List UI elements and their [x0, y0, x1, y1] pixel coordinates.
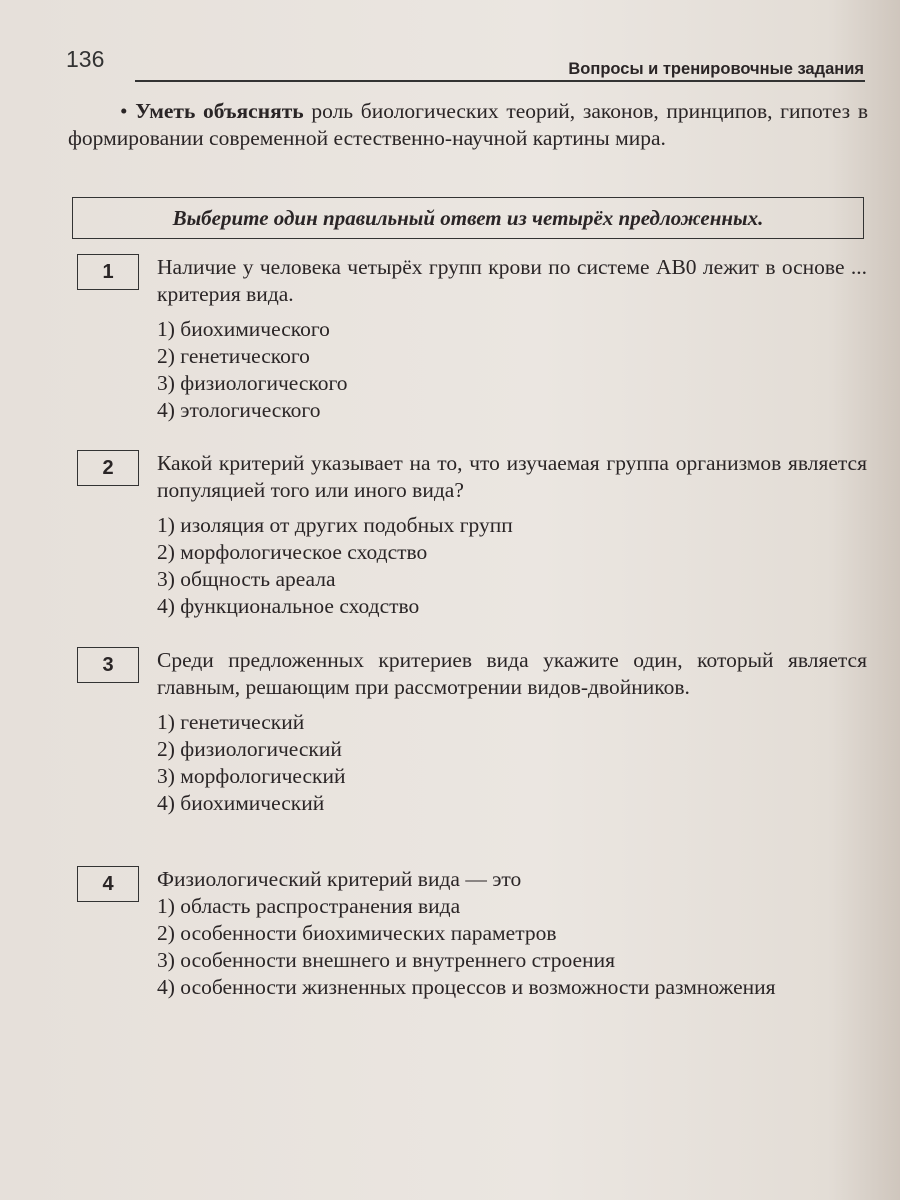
option: 2) генетического	[157, 344, 310, 368]
intro-text: роль биологических теорий, законов, принципов, гипотез в формировании современной естественно-научной картины мира.	[68, 99, 868, 150]
question-text: Физиологический критерий вида — это	[157, 867, 522, 891]
option: 4) особенности жизненных процессов и возможности размножения	[157, 975, 776, 999]
question-text: Наличие у человека четырёх групп крови по системе АВ0 лежит в основе ... критерия вида.	[157, 255, 867, 306]
header-rule	[135, 80, 865, 82]
question-text: Какой критерий указывает на то, что изучаемая группа организмов является популяцией того или иного вида?	[157, 451, 867, 502]
option: 3) особенности внешнего и внутреннего строения	[157, 948, 615, 972]
option: 2) морфологическое сходство	[157, 540, 428, 564]
question-number: 1	[77, 254, 139, 290]
question-number: 2	[77, 450, 139, 486]
option: 1) изоляция от других подобных групп	[157, 513, 513, 537]
instruction-box: Выберите один правильный ответ из четырёх предложенных.	[72, 197, 864, 239]
option: 4) функциональное сходство	[157, 594, 420, 618]
option: 4) биохимический	[157, 791, 325, 815]
page-number: 136	[66, 46, 105, 72]
option: 4) этологического	[157, 398, 321, 422]
question-text: Среди предложенных критериев вида укажите один, который является главным, решающим при рассмотрении видов-двойников.	[157, 648, 867, 699]
question-2	[77, 450, 867, 620]
running-title: Вопросы и тренировочные задания	[568, 60, 864, 78]
question-number: 4	[77, 866, 139, 902]
question-3	[77, 647, 867, 817]
question-number: 3	[77, 647, 139, 683]
option: 2) физиологический	[157, 737, 342, 761]
option: 1) область распространения вида	[157, 894, 461, 918]
option: 1) биохимического	[157, 317, 330, 341]
option: 3) морфологический	[157, 764, 346, 788]
option: 3) общность ареала	[157, 567, 336, 591]
option: 3) физиологического	[157, 371, 348, 395]
question-4	[77, 866, 867, 1001]
option: 2) особенности биохимических параметров	[157, 921, 557, 945]
intro-bold: Уметь объяснять	[135, 99, 304, 123]
intro-paragraph	[68, 98, 868, 152]
bullet: •	[120, 99, 128, 123]
question-1	[77, 254, 867, 424]
option: 1) генетический	[157, 710, 305, 734]
